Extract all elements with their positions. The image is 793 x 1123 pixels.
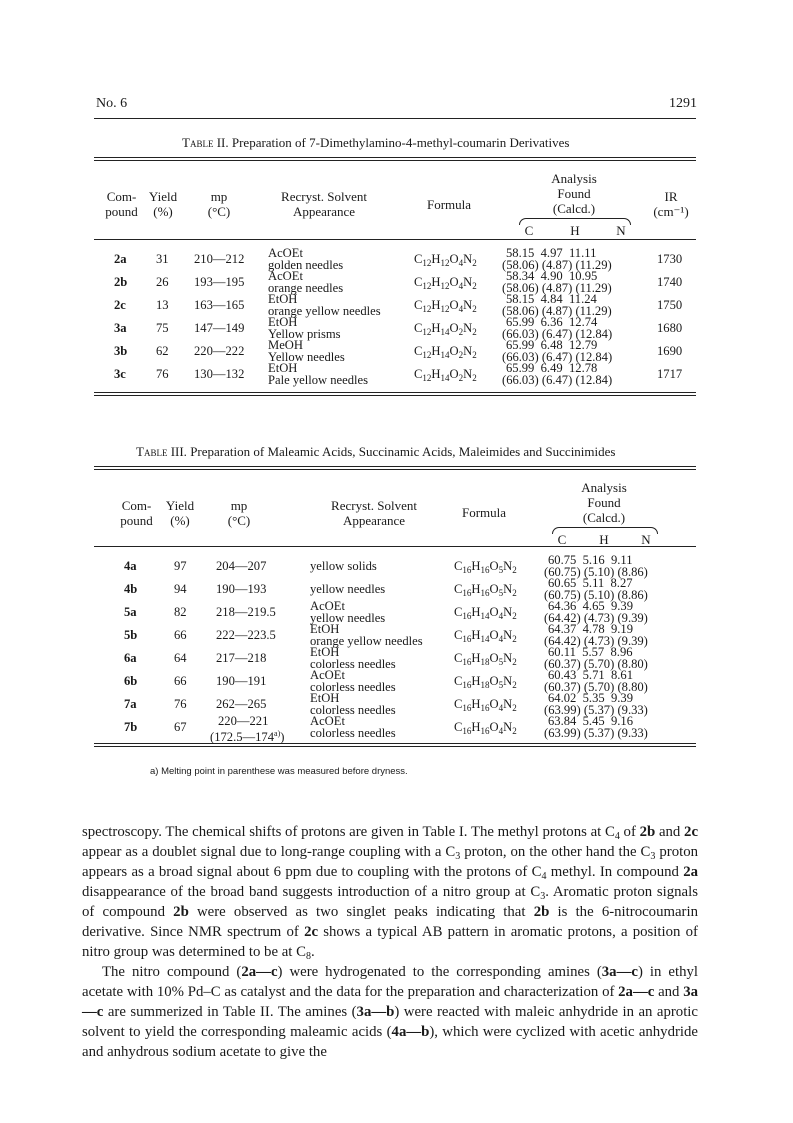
col-formula-header: Formula xyxy=(461,505,507,520)
mp-cell: 262—265 xyxy=(216,697,267,711)
formula-cell: $C_{12}H_{12}O_4N_2$ xyxy=(414,298,477,314)
compound-cell: 6a xyxy=(124,651,137,665)
found-cell: 65.99 6.48 12.79 xyxy=(506,338,598,352)
col-compound-header xyxy=(94,189,149,219)
table-row xyxy=(94,271,696,294)
solvent-cell: EtOH xyxy=(268,315,298,329)
table-row xyxy=(94,340,696,363)
col-compound-header xyxy=(109,498,164,528)
table3 xyxy=(94,466,696,747)
yield-cell: 64 xyxy=(174,651,187,665)
found-cell: 60.43 5.71 8.61 xyxy=(548,668,634,682)
table-row xyxy=(94,647,696,670)
paragraph: The nitro compound (2a—c) were hydrogenated to the corresponding amines (3a—c) in ethyl acetate with 10% Pd–C as catalyst and the data for the preparation and characterization of 2a—c and 3a—c are summerized in Table II. The amines (3a—b) were reacted with maleic anhydride in an aprotic solvent to yield the corresponding maleamic acids (4a—b), which were cyclized with acetic anhydride and anhydrous sodium acetate to give the xyxy=(82,964,698,1060)
col-c-header: C xyxy=(524,223,534,238)
col-mp-header xyxy=(194,189,244,219)
hdr-text: Found xyxy=(587,495,621,510)
formula-cell: $C_{16}H_{14}O_4N_2$ xyxy=(454,628,517,644)
found-cell: 58.34 4.90 10.95 xyxy=(506,269,598,283)
hdr-text: (%) xyxy=(153,204,173,219)
mp-cell: 204—207 xyxy=(216,559,267,573)
yield-cell: 76 xyxy=(156,367,169,381)
found-cell: 63.84 5.45 9.16 xyxy=(548,714,634,728)
mp-cell: 222—223.5 xyxy=(216,628,276,642)
col-yield-header xyxy=(144,189,182,219)
mp-cell: 210—212 xyxy=(194,252,245,266)
yield-cell: 97 xyxy=(174,559,187,573)
hdr-text: (cm⁻¹) xyxy=(653,204,689,219)
formula-cell: $C_{16}H_{18}O_5N_2$ xyxy=(454,674,517,690)
hdr-text: Com- xyxy=(121,498,152,513)
calcd-cell: (60.37) (5.70) (8.80) xyxy=(544,656,648,671)
ir-cell: 1690 xyxy=(657,344,683,358)
hdr-text: Analysis xyxy=(581,480,627,495)
hdr-text: (Calcd.) xyxy=(552,201,596,216)
table3-caption xyxy=(136,444,615,460)
table-row xyxy=(94,578,696,601)
mp-cell: 190—191 xyxy=(216,674,267,688)
appearance-cell: colorless needles xyxy=(310,679,396,694)
calcd-cell: (64.42) (4.73) (9.39) xyxy=(544,610,648,625)
formula-cell: $C_{16}H_{18}O_5N_2$ xyxy=(454,651,517,667)
mp-note-cell: (172.5—174$^{a)}$) xyxy=(210,728,285,744)
hdr-text: Appearance xyxy=(342,513,406,528)
yield-cell: 62 xyxy=(156,344,169,358)
mp-cell: 220—221 xyxy=(218,714,269,728)
found-cell: 64.37 4.78 9.19 xyxy=(548,622,634,636)
calcd-cell: (63.99) (5.37) (9.33) xyxy=(544,725,648,740)
ir-cell: 1730 xyxy=(657,252,683,266)
found-cell: 60.11 5.57 8.96 xyxy=(548,645,633,659)
formula-cell: $C_{16}H_{16}O_5N_2$ xyxy=(454,559,517,575)
col-formula-header: Formula xyxy=(426,197,472,212)
found-cell: 65.99 6.49 12.78 xyxy=(506,361,598,375)
appearance-cell: orange needles xyxy=(268,280,344,295)
ir-cell: 1740 xyxy=(657,275,683,289)
compound-cell: 7a xyxy=(124,697,137,711)
hdr-text: mp xyxy=(230,498,248,513)
calcd-cell: (58.06) (4.87) (11.29) xyxy=(502,280,612,295)
appearance-cell: yellow solids xyxy=(310,559,377,573)
compound-cell: 6b xyxy=(124,674,138,688)
solvent-cell: AcOEt xyxy=(310,599,345,613)
table-row xyxy=(94,670,696,693)
col-solvent-header xyxy=(304,498,444,528)
mp-cell: 147—149 xyxy=(194,321,245,335)
col-mp-header xyxy=(214,498,264,528)
hdr-text: pound xyxy=(120,513,153,528)
formula-cell: $C_{12}H_{14}O_2N_2$ xyxy=(414,367,477,383)
formula-cell: $C_{12}H_{12}O_4N_2$ xyxy=(414,252,477,268)
table-row xyxy=(94,363,696,386)
ir-cell: 1717 xyxy=(657,367,683,381)
found-cell: 65.99 6.36 12.74 xyxy=(506,315,598,329)
formula-cell: $C_{16}H_{14}O_4N_2$ xyxy=(454,605,517,621)
col-h-header: H xyxy=(570,223,580,238)
hdr-text: Yield xyxy=(165,498,195,513)
table-row xyxy=(94,317,696,340)
solvent-cell: EtOH xyxy=(268,292,298,306)
found-cell: 58.15 4.84 11.24 xyxy=(506,292,597,306)
found-cell: 58.15 4.97 11.11 xyxy=(506,246,597,260)
yield-cell: 13 xyxy=(156,298,169,312)
calcd-cell: (60.75) (5.10) (8.86) xyxy=(544,564,648,579)
found-cell: 60.65 5.11 8.27 xyxy=(548,576,633,590)
solvent-cell: AcOEt xyxy=(310,668,345,682)
yield-cell: 75 xyxy=(156,321,169,335)
table2-label: Table II. xyxy=(182,135,229,150)
solvent-cell: AcOEt xyxy=(310,714,345,728)
col-n-header: N xyxy=(616,223,626,238)
solvent-cell: EtOH xyxy=(310,645,340,659)
compound-cell: 3a xyxy=(114,321,127,335)
table2-caption xyxy=(182,135,569,151)
table2 xyxy=(94,157,696,396)
compound-cell: 4b xyxy=(124,582,138,596)
compound-cell: 3b xyxy=(114,344,128,358)
hdr-text: pound xyxy=(105,204,138,219)
table3-bottom-rule xyxy=(94,743,696,747)
formula-cell: $C_{12}H_{12}O_4N_2$ xyxy=(414,275,477,291)
calcd-cell: (66.03) (6.47) (12.84) xyxy=(502,349,613,364)
table2-title: Preparation of 7-Dimethylamino-4-methyl-coumarin Derivatives xyxy=(231,135,570,150)
appearance-cell: orange yellow needles xyxy=(268,303,381,318)
yield-cell: 76 xyxy=(174,697,187,711)
hdr-text: IR xyxy=(664,189,678,204)
yield-cell: 26 xyxy=(156,275,169,289)
yield-cell: 66 xyxy=(174,628,187,642)
found-cell: 64.02 5.35 9.39 xyxy=(548,691,634,705)
calcd-cell: (63.99) (5.37) (9.33) xyxy=(544,702,648,717)
page-number: 1291 xyxy=(669,96,697,111)
compound-cell: 4a xyxy=(124,559,137,573)
mp-cell: 190—193 xyxy=(216,582,267,596)
hdr-text: Recryst. Solvent xyxy=(281,189,367,204)
appearance-cell: Yellow prisms xyxy=(268,326,341,341)
col-ir-header xyxy=(646,189,696,219)
solvent-cell: AcOEt xyxy=(268,269,303,283)
appearance-cell: colorless needles xyxy=(310,656,396,671)
col-n-header: N xyxy=(641,532,651,547)
yield-cell: 94 xyxy=(174,582,187,596)
hdr-text: (°C) xyxy=(207,204,231,219)
formula-cell: $C_{12}H_{14}O_2N_2$ xyxy=(414,321,477,337)
hdr-text: Recryst. Solvent xyxy=(331,498,417,513)
solvent-cell: EtOH xyxy=(268,361,298,375)
body-text xyxy=(82,822,698,1062)
calcd-cell: (66.03) (6.47) (12.84) xyxy=(502,372,613,387)
formula-cell: $C_{16}H_{16}O_4N_2$ xyxy=(454,720,517,736)
ir-cell: 1680 xyxy=(657,321,683,335)
compound-cell: 7b xyxy=(124,720,138,734)
table-row xyxy=(94,601,696,624)
compound-cell: 5b xyxy=(124,628,138,642)
paragraph: spectroscopy. The chemical shifts of protons are given in Table I. The methyl protons at $C_4$ of 2b and 2c appear as a doublet signal due to long-range coupling with a $C_3$ proton, on the other hand the $C_3$ proton appears as a broad signal about 6 ppm due to coupling with the protons of $C_4$ methyl. In compound 2a disappearance of the broad band suggests introduction of a nitro group at $C_3$. Aromatic proton signals of compound 2b were observed as two singlet peaks indicating that 2b is the 6-nitrocoumarin derivative. Since NMR spectrum of 2c shows a typical AB pattern in aromatic protons, a position of nitro group was determined to be at $C_8$. xyxy=(82,824,699,962)
compound-cell: 2c xyxy=(114,298,126,312)
hdr-text: (%) xyxy=(170,513,190,528)
hdr-text: Found xyxy=(557,186,591,201)
col-yield-header xyxy=(160,498,200,528)
compound-cell: 2b xyxy=(114,275,128,289)
mp-cell: 218—219.5 xyxy=(216,605,276,619)
found-cell: 60.75 5.16 9.11 xyxy=(548,553,633,567)
formula-cell: $C_{16}H_{16}O_4N_2$ xyxy=(454,697,517,713)
appearance-cell: golden needles xyxy=(268,257,344,272)
header-rule xyxy=(94,118,696,119)
formula-cell: $C_{16}H_{16}O_5N_2$ xyxy=(454,582,517,598)
yield-cell: 82 xyxy=(174,605,187,619)
yield-cell: 31 xyxy=(156,252,169,266)
table3-header xyxy=(94,470,696,548)
appearance-cell: orange yellow needles xyxy=(310,633,423,648)
table-row xyxy=(94,624,696,647)
appearance-cell: Pale yellow needles xyxy=(268,372,369,387)
appearance-cell: yellow needles xyxy=(310,610,386,625)
table-row xyxy=(94,248,696,271)
ir-cell: 1750 xyxy=(657,298,683,312)
hdr-text: (°C) xyxy=(227,513,251,528)
hdr-text: Com- xyxy=(106,189,137,204)
calcd-cell: (66.03) (6.47) (12.84) xyxy=(502,326,613,341)
table-row xyxy=(94,714,696,744)
mp-cell: 163—165 xyxy=(194,298,245,312)
solvent-cell: MeOH xyxy=(268,338,303,352)
col-analysis-header xyxy=(514,171,634,216)
appearance-cell: colorless needles xyxy=(310,725,396,740)
journal-number: No. 6 xyxy=(96,96,128,111)
formula-cell: $C_{12}H_{14}O_2N_2$ xyxy=(414,344,477,360)
table-row xyxy=(94,693,696,716)
calcd-cell: (60.75) (5.10) (8.86) xyxy=(544,587,648,602)
hdr-text: Analysis xyxy=(551,171,597,186)
col-c-header: C xyxy=(557,532,567,547)
table-row xyxy=(94,555,696,578)
table3-footnote: a) Melting point in parenthese was measured before dryness. xyxy=(150,766,408,777)
table3-body xyxy=(94,553,696,744)
table3-label: Table III. xyxy=(136,444,187,459)
compound-cell: 2a xyxy=(114,252,127,266)
hdr-text: mp xyxy=(210,189,228,204)
yield-cell: 66 xyxy=(174,674,187,688)
col-h-header: H xyxy=(599,532,609,547)
table-row xyxy=(94,294,696,317)
found-cell: 64.36 4.65 9.39 xyxy=(548,599,634,613)
table2-header xyxy=(94,161,696,241)
mp-cell: 217—218 xyxy=(216,651,267,665)
col-analysis-header xyxy=(544,480,664,525)
solvent-cell: EtOH xyxy=(310,691,340,705)
hdr-text: Yield xyxy=(148,189,178,204)
calcd-cell: (58.06) (4.87) (11.29) xyxy=(502,303,612,318)
solvent-cell: EtOH xyxy=(310,622,340,636)
solvent-cell: AcOEt xyxy=(268,246,303,260)
hdr-text: Appearance xyxy=(292,204,356,219)
compound-cell: 3c xyxy=(114,367,126,381)
appearance-cell: yellow needles xyxy=(310,582,386,596)
calcd-cell: (58.06) (4.87) (11.29) xyxy=(502,257,612,272)
table2-bottom-rule xyxy=(94,392,696,396)
calcd-cell: (60.37) (5.70) (8.80) xyxy=(544,679,648,694)
table2-body xyxy=(94,248,696,386)
appearance-cell: Yellow needles xyxy=(268,349,345,364)
mp-cell: 220—222 xyxy=(194,344,245,358)
appearance-cell: colorless needles xyxy=(310,702,396,717)
mp-cell: 193—195 xyxy=(194,275,245,289)
yield-cell: 67 xyxy=(174,720,187,734)
mp-cell: 130—132 xyxy=(194,367,245,381)
calcd-cell: (64.42) (4.73) (9.39) xyxy=(544,633,648,648)
compound-cell: 5a xyxy=(124,605,137,619)
col-solvent-header xyxy=(254,189,394,219)
table3-title: Preparation of Maleamic Acids, Succinamic Acids, Maleimides and Succinimides xyxy=(190,444,616,459)
hdr-text: (Calcd.) xyxy=(582,510,626,525)
